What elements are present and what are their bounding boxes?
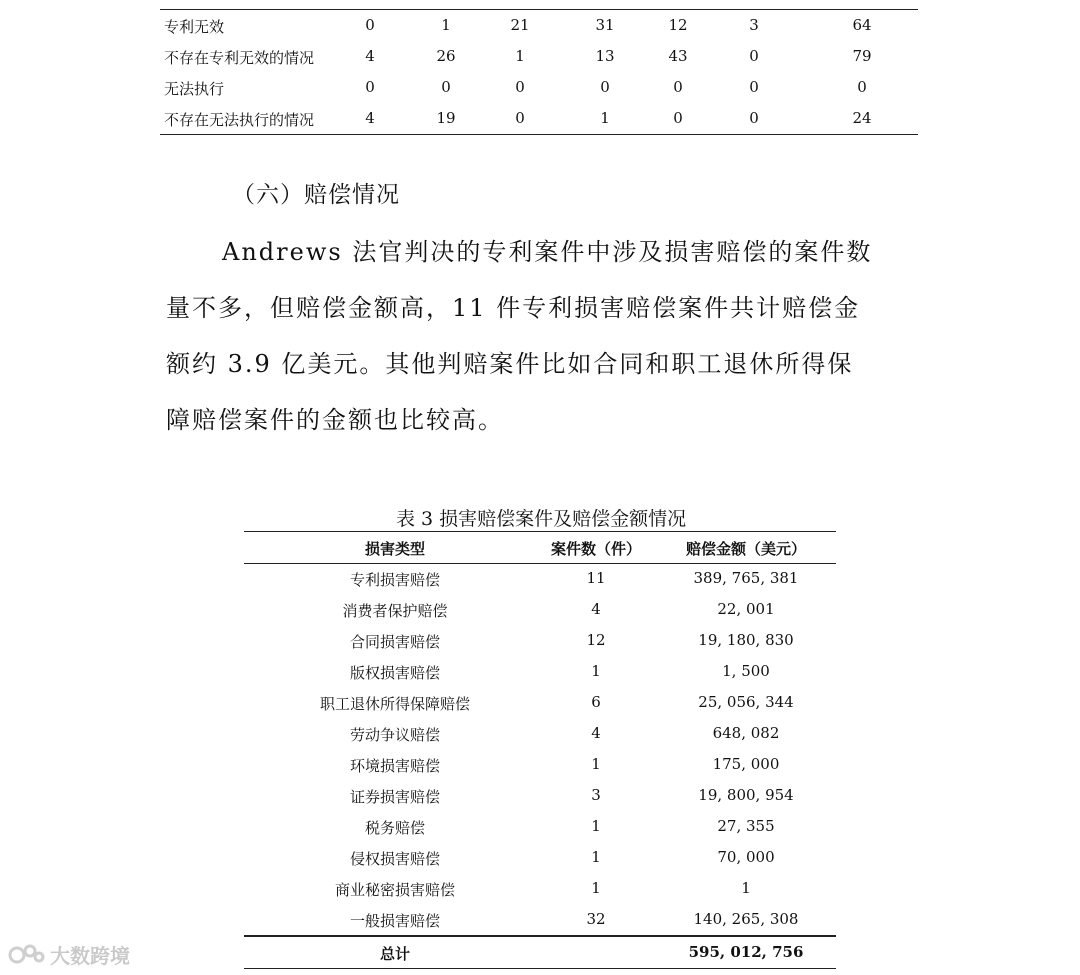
cell-type: 合同损害赔偿: [349, 633, 440, 651]
cell-count: 4: [591, 600, 601, 618]
cell: 1: [441, 16, 451, 34]
total-label: 总计: [379, 945, 410, 963]
cell-type: 劳动争议赔偿: [349, 726, 440, 744]
table-row: [160, 72, 918, 103]
cell-type: 环境损害赔偿: [349, 757, 440, 775]
cell: 0: [673, 78, 683, 96]
row-label: 无法执行: [164, 80, 225, 98]
table-row: [244, 594, 836, 625]
cell: 0: [515, 78, 525, 96]
table-row: [160, 10, 918, 41]
cell: 0: [441, 78, 451, 96]
cell-amount: 648, 082: [712, 724, 780, 742]
cell: 0: [673, 109, 683, 127]
cell-type: 商业秘密损害赔偿: [334, 881, 455, 899]
cell-amount: 25, 056, 344: [698, 693, 794, 711]
cell-count: 1: [591, 848, 601, 866]
cell-amount: 175, 000: [712, 755, 780, 773]
cell: 19: [436, 109, 456, 127]
cell-amount: 22, 001: [717, 600, 775, 618]
cell: 26: [436, 47, 456, 65]
cell: 79: [852, 47, 872, 65]
cell: 31: [595, 16, 615, 34]
cell-type: 职工退休所得保障赔偿: [319, 695, 470, 713]
section-heading: （六）赔偿情况: [232, 182, 400, 208]
cell: 13: [595, 47, 615, 65]
cell: 4: [365, 109, 375, 127]
cell: 0: [365, 16, 375, 34]
table-row: [244, 625, 836, 656]
watermark-text: 大数跨境: [50, 944, 130, 968]
cell-count: 1: [591, 817, 601, 835]
table-total-row: [244, 935, 836, 968]
table-damages: [244, 531, 836, 969]
cell-count: 4: [591, 724, 601, 742]
cell-type: 版权损害赔偿: [349, 664, 440, 682]
cell: 24: [852, 109, 872, 127]
cell-amount: 70, 000: [717, 848, 775, 866]
cell-count: 6: [591, 693, 601, 711]
cell: 1: [515, 47, 525, 65]
cell: 64: [852, 16, 872, 34]
table-patent-outcomes: [160, 9, 918, 135]
cell-type: 专利损害赔偿: [349, 571, 440, 589]
paragraph-line: Andrews 法官判决的专利案件中涉及损害赔偿的案件数: [222, 238, 873, 266]
cell-amount: 140, 265, 308: [693, 910, 799, 928]
cell: 0: [600, 78, 610, 96]
cell-count: 32: [586, 910, 606, 928]
cell: 0: [365, 78, 375, 96]
table-row: [160, 103, 918, 134]
cell: 0: [515, 109, 525, 127]
table-row: [244, 780, 836, 811]
table-row: [244, 811, 836, 842]
cell-type: 税务赔偿: [364, 819, 425, 837]
header-type: 损害类型: [364, 540, 425, 558]
paragraph-line: 额约 3.9 亿美元。其他判赔案件比如合同和职工退休所得保: [166, 350, 854, 378]
cell: 43: [668, 47, 688, 65]
table-row: [160, 41, 918, 72]
paragraph-line: 量不多，但赔偿金额高，11 件专利损害赔偿案件共计赔偿金: [166, 294, 861, 322]
header-count: 案件数（件）: [550, 540, 641, 558]
row-label: 不存在无法执行的情况: [164, 111, 315, 129]
cell: 12: [668, 16, 688, 34]
cell-count: 1: [591, 879, 601, 897]
table-row: [244, 656, 836, 687]
table-row: [244, 749, 836, 780]
cell-type: 消费者保护赔偿: [342, 602, 448, 620]
cell-type: 证券损害赔偿: [349, 788, 440, 806]
paragraph-line: 障赔偿案件的金额也比较高。: [166, 406, 504, 434]
table-row: [244, 718, 836, 749]
cell-amount: 1, 500: [722, 662, 770, 680]
cell: 0: [749, 78, 759, 96]
table-header: [244, 532, 836, 564]
cell-type: 侵权损害赔偿: [349, 850, 440, 868]
cell-amount: 27, 355: [717, 817, 775, 835]
table-row: [244, 563, 836, 594]
row-label: 不存在专利无效的情况: [164, 49, 315, 67]
cell-amount: 389, 765, 381: [693, 569, 799, 587]
table-row: [244, 842, 836, 873]
cell-amount: 19, 180, 830: [698, 631, 794, 649]
cell-amount: 19, 800, 954: [698, 786, 794, 804]
cell: 0: [857, 78, 867, 96]
table-caption: 表 3 损害赔偿案件及赔偿金额情况: [396, 508, 687, 530]
table-row: [244, 687, 836, 718]
cell: 21: [510, 16, 530, 34]
header-amount: 赔偿金额（美元）: [685, 540, 806, 558]
watermark-logo-icon: [8, 942, 46, 968]
cell-count: 12: [586, 631, 606, 649]
cell: 4: [365, 47, 375, 65]
table-row: [244, 904, 836, 935]
cell-type: 一般损害赔偿: [349, 912, 440, 930]
cell-count: 3: [591, 786, 601, 804]
cell: 0: [749, 47, 759, 65]
cell-count: 1: [591, 662, 601, 680]
cell: 3: [749, 16, 759, 34]
cell-count: 1: [591, 755, 601, 773]
cell: 0: [749, 109, 759, 127]
watermark: [8, 940, 130, 969]
cell-count: 11: [586, 569, 606, 587]
table-row: [244, 873, 836, 904]
cell-amount: 1: [741, 879, 751, 897]
row-label: 专利无效: [164, 18, 225, 36]
cell: 1: [600, 109, 610, 127]
total-amount: 595, 012, 756: [688, 943, 804, 961]
